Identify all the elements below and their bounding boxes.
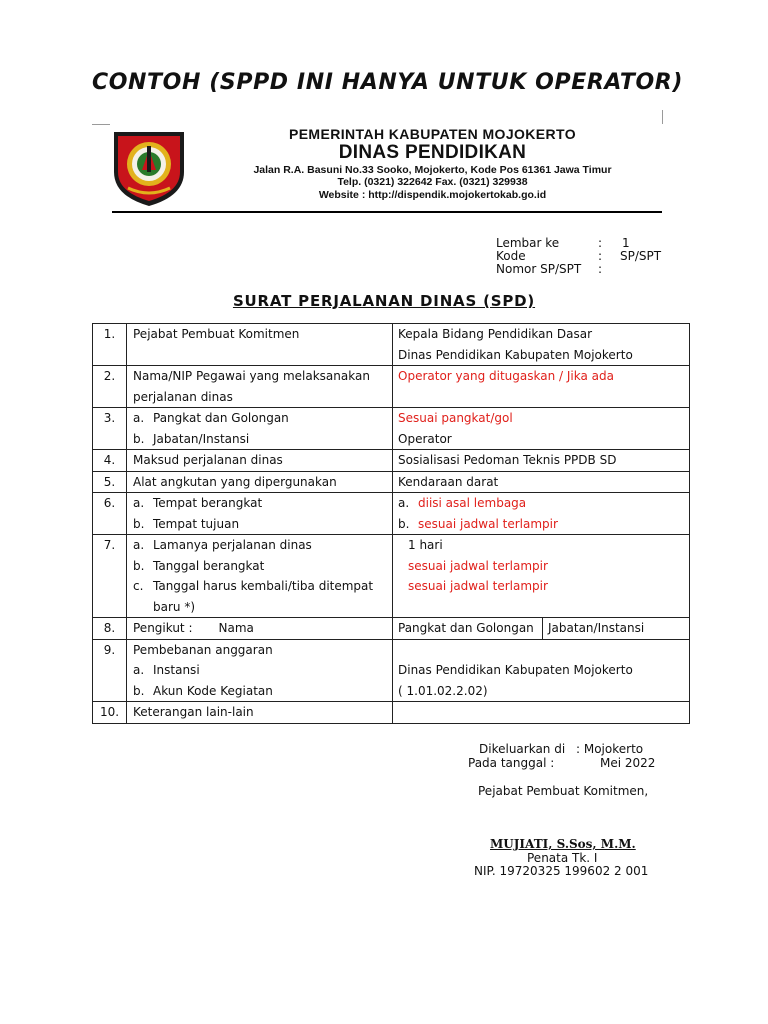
- letterhead-phone: Telp. (0321) 322642 Fax. (0321) 329938: [337, 176, 528, 188]
- field-label: Pembebanan anggaran: [133, 642, 273, 657]
- regency-emblem-logo: [110, 126, 188, 208]
- column-header: Jabatan/Instansi: [548, 621, 645, 635]
- issued-at-value: : Mojokerto: [576, 742, 644, 756]
- field-label: Tempat berangkat: [153, 496, 263, 510]
- issued-date-label: Pada tanggal :: [468, 756, 555, 770]
- meta-colon: :: [598, 236, 603, 250]
- table-row: [93, 618, 690, 640]
- meta-kode-label: Kode: [496, 249, 526, 263]
- field-label: Alat angkutan yang dipergunakan: [133, 474, 337, 489]
- field-value-note: Operator yang ditugaskan / Jika ada: [398, 369, 614, 383]
- sub-marker: b.: [133, 558, 145, 573]
- signer-name: MUJIATI, S.Sos, M.M.: [490, 837, 636, 851]
- field-label: Pangkat dan Golongan: [153, 411, 289, 425]
- meta-kode-value: SP/SPT: [620, 249, 662, 263]
- sub-marker: a.: [398, 496, 410, 510]
- table-row: [93, 535, 690, 618]
- letterhead-address: Jalan R.A. Basuni No.33 Sooko, Mojokerto, Kode Pos 61361 Jawa Timur: [253, 164, 612, 176]
- crop-mark-left: [92, 110, 110, 125]
- document-title: SURAT PERJALANAN DINAS (SPD): [232, 292, 536, 310]
- meta-lembar-label: Lembar ke: [496, 236, 560, 250]
- field-label: Instansi: [153, 663, 200, 677]
- table-row: [93, 702, 690, 724]
- table-row: [93, 366, 690, 408]
- field-label: Nama/NIP Pegawai yang melaksanakan: [133, 369, 370, 383]
- sub-marker: b.: [133, 516, 145, 531]
- row-number: 8.: [103, 621, 116, 635]
- field-value-note: diisi asal lembaga: [418, 496, 527, 510]
- signer-title: Pejabat Pembuat Komitmen,: [478, 784, 649, 798]
- letterhead-divider: [112, 211, 662, 213]
- sub-marker: b.: [133, 683, 145, 698]
- field-label: baru *): [153, 599, 196, 614]
- row-number: 3.: [103, 411, 116, 425]
- field-value: ( 1.01.02.2.02): [398, 683, 488, 698]
- field-label: Tanggal harus kembali/tiba ditempat: [153, 579, 374, 593]
- sub-marker: b.: [398, 516, 410, 531]
- field-label: Tempat tujuan: [153, 516, 240, 531]
- field-value: Kepala Bidang Pendidikan Dasar: [398, 327, 593, 341]
- signer-nip: NIP. 19720325 199602 2 001: [474, 864, 649, 878]
- field-label: Pejabat Pembuat Komitmen: [133, 327, 300, 341]
- meta-colon: :: [598, 249, 603, 263]
- field-label: Nama: [218, 621, 254, 635]
- field-value: Operator: [398, 431, 452, 446]
- document-banner: CONTOH (SPPD INI HANYA UNTUK OPERATOR): [92, 70, 683, 95]
- sub-marker: b.: [133, 431, 145, 446]
- letterhead-agency: DINAS PENDIDIKAN: [338, 142, 527, 163]
- column-header: Pangkat dan Golongan: [398, 621, 534, 635]
- row-number: 6.: [103, 496, 116, 510]
- field-value-note: Sesuai pangkat/gol: [398, 411, 513, 425]
- field-value: Sosialisasi Pedoman Teknis PPDB SD: [398, 453, 617, 467]
- table-row: [93, 471, 690, 493]
- sub-marker: c.: [133, 579, 144, 593]
- table-row: [93, 639, 690, 702]
- meta-nomor-label: Nomor SP/SPT: [496, 262, 582, 276]
- field-value-note: sesuai jadwal terlampir: [408, 558, 548, 573]
- sub-marker: a.: [133, 663, 145, 677]
- field-label: Tanggal berangkat: [153, 558, 265, 573]
- field-label: Keterangan lain-lain: [133, 705, 254, 719]
- field-value-note: sesuai jadwal terlampir: [418, 516, 558, 531]
- field-value: 1 hari: [408, 538, 443, 552]
- field-label: perjalanan dinas: [133, 389, 233, 404]
- issued-date-value: Mei 2022: [600, 756, 656, 770]
- table-row: [93, 493, 690, 535]
- field-label: Lamanya perjalanan dinas: [153, 538, 312, 552]
- row-number: 10.: [99, 705, 120, 719]
- meta-colon: :: [598, 262, 603, 276]
- field-label: Akun Kode Kegiatan: [153, 683, 273, 698]
- row-number: 9.: [103, 642, 116, 657]
- row-number: 7.: [103, 538, 116, 552]
- field-value-note: sesuai jadwal terlampir: [408, 579, 548, 593]
- field-value: Dinas Pendidikan Kabupaten Mojokerto: [398, 347, 633, 362]
- spd-table: [92, 323, 690, 724]
- row-number: 2.: [103, 369, 116, 383]
- sub-marker: a.: [133, 538, 145, 552]
- letterhead-government: PEMERINTAH KABUPATEN MOJOKERTO: [288, 126, 577, 142]
- field-value: Dinas Pendidikan Kabupaten Mojokerto: [398, 663, 633, 677]
- issued-at-label: Dikeluarkan di: [479, 742, 566, 756]
- table-row: [93, 324, 690, 366]
- table-row: [93, 408, 690, 450]
- row-number: 5.: [103, 474, 116, 489]
- row-number: 4.: [103, 453, 116, 467]
- field-label: Jabatan/Instansi: [153, 431, 250, 446]
- letterhead-website: Website : http://dispendik.mojokertokab.go.id: [318, 189, 547, 201]
- crop-mark-right: [662, 110, 673, 124]
- field-label: Maksud perjalanan dinas: [133, 453, 283, 467]
- field-label: Pengikut :: [133, 621, 193, 635]
- meta-lembar-value: 1: [622, 236, 630, 250]
- sub-marker: a.: [133, 496, 145, 510]
- table-row: [93, 450, 690, 472]
- field-value: Kendaraan darat: [398, 474, 499, 489]
- row-number: 1.: [103, 327, 116, 341]
- signer-rank: Penata Tk. I: [527, 851, 598, 865]
- sub-marker: a.: [133, 411, 145, 425]
